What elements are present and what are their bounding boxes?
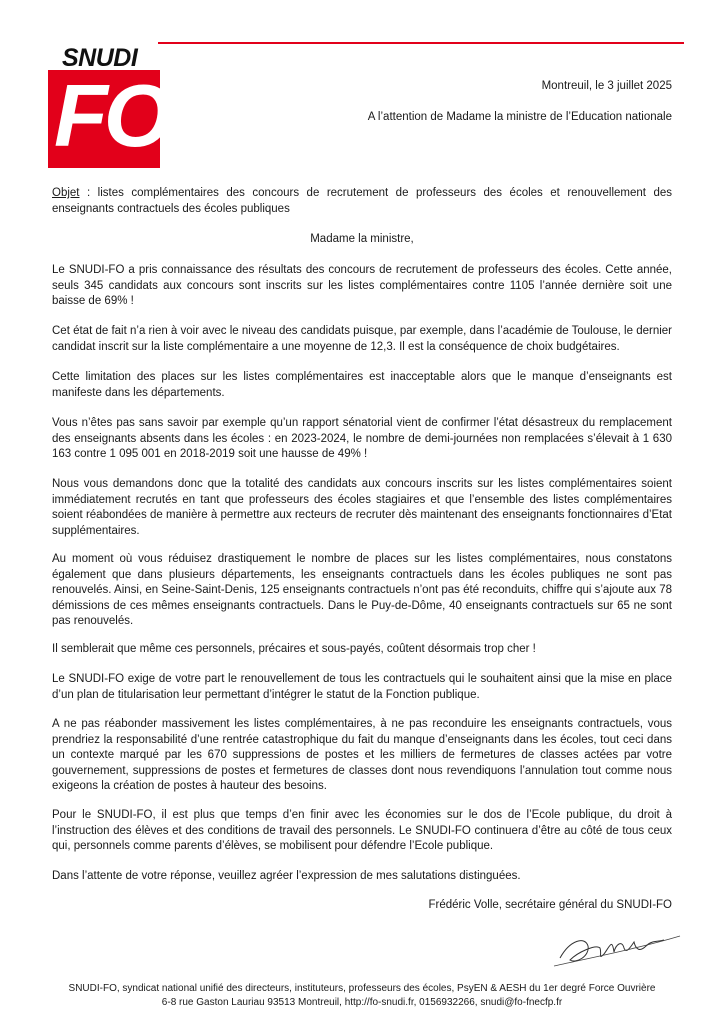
paragraph-2: Cet état de fait n’a rien à voir avec le niveau des candidats puisque, par exemple, dans l’académie de Toulouse, le dernier candidat inscrit sur la liste complémentaire a une moyenne de 12,3. Il est la conséquence de choix budgétaires. — [52, 325, 672, 353]
subject-text: : listes complémentaires des concours de recrutement de professeurs des écoles et renouvellement des enseignants contractuels des écoles publiques — [52, 187, 672, 215]
handwritten-signature — [540, 918, 690, 973]
signature-line: Frédéric Volle, secrétaire général du SNUDI-FO — [428, 899, 672, 911]
paragraph-5: Nous vous demandons donc que la totalité des candidats aux concours inscrits sur les listes complémentaires soient immédiatement recrutés en tant que professeurs des écoles stagiaires et que l’ensemble des listes complémentaires soient réabondées de manière à permettre aux recteurs de recruter dès maintenant des enseignants fonctionnaires d’Etat supplémentaires. — [52, 478, 672, 537]
paragraph-3: Cette limitation des places sur les listes complémentaires est inacceptable alors que le manque d’enseignants est manifeste dans les départements. — [52, 371, 672, 399]
paragraph-10: Pour le SNUDI-FO, il est plus que temps d’en finir avec les économies sur le dos de l’Ecole publique, du droit à l’instruction des élèves et des conditions de travail des personnels. Le SNUDI-FO continuera d’être au côté de tous ceux qui, personnels comme parents d’élèves, se mobilisent pour défendre l’Ecole publique. — [52, 809, 672, 852]
footer-line-1: SNUDI-FO, syndicat national unifié des directeurs, instituteurs, professeurs des écoles, PsyEN & AESH du 1er degré Force Ouvrière — [68, 983, 656, 994]
letter-subject — [52, 186, 672, 217]
letter-salutation: Madame la ministre, — [310, 233, 414, 245]
logo-snudi-text: SNUDI — [62, 44, 138, 72]
header-rule — [158, 42, 684, 44]
paragraph-6: Au moment où vous réduisez drastiquement le nombre de places sur les listes complémentaires, nous constatons également que dans plusieurs départements, les enseignants contractuels dans les écoles publiques ne sont pas renouvelés. Ainsi, en Seine-Saint-Denis, 125 enseignants contractuels n’ont pas été reconduits, chiffre qui s’ajoute aux 78 démissions de ces mêmes enseignants contractuels. Dans le Puy-de-Dôme, 40 enseignants contractuels sur 65 ne sont pas renouvelés. — [52, 553, 672, 627]
paragraph-11: Dans l’attente de votre réponse, veuillez agréer l’expression de mes salutations distinguées. — [52, 870, 521, 882]
logo-fo-text: FO — [54, 66, 169, 165]
subject-label: Objet — [52, 187, 80, 199]
letter-addressee: A l’attention de Madame la ministre de l’Education nationale — [367, 111, 672, 123]
paragraph-8: Le SNUDI-FO exige de votre part le renouvellement de tous les contractuels qui le souhaitent ainsi que la mise en place d’un plan de titularisation leur permettant d’intégrer le statut de la Fonction publique. — [52, 673, 672, 701]
footer-line-2: 6-8 rue Gaston Lauriau 93513 Montreuil, http://fo-snudi.fr, 0156932266, snudi@fo-fnecfp.fr — [161, 997, 563, 1008]
paragraph-1: Le SNUDI-FO a pris connaissance des résultats des concours de recrutement de professeurs des écoles. Cette année, seuls 345 candidats aux concours sont inscrits sur les listes complémentaires contre 1105 l’année dernière soit une baisse de 69% ! — [52, 264, 672, 307]
paragraph-9: A ne pas réabonder massivement les listes complémentaires, à ne pas reconduire les enseignants contractuels, vous prendriez la responsabilité d’une rentrée catastrophique du fait du manque d’enseignants dans les écoles, tout ceci dans un contexte marqué par les 670 suppressions de postes et les milliers de fermetures de classes actées par votre gouvernement, suppressions de postes et fermetures de classes dont nous revendiquons l’annulation tout comme nous exigeons la création de postes à hauteur des besoins. — [52, 718, 672, 792]
letter-date: Montreuil, le 3 juillet 2025 — [541, 80, 672, 92]
paragraph-4: Vous n’êtes pas sans savoir par exemple qu’un rapport sénatorial vient de confirmer l’état désastreux du remplacement des enseignants absents dans les écoles : en 2023-2024, le nombre de demi-journées non remplacées s’élevait à 1 630 163 contre 1 095 001 en 2018-2019 soit une hausse de 49% ! — [52, 417, 672, 460]
letter-footer — [0, 982, 724, 1010]
paragraph-7: Il semblerait que même ces personnels, précaires et sous-payés, coûtent désormais trop cher ! — [52, 643, 536, 655]
